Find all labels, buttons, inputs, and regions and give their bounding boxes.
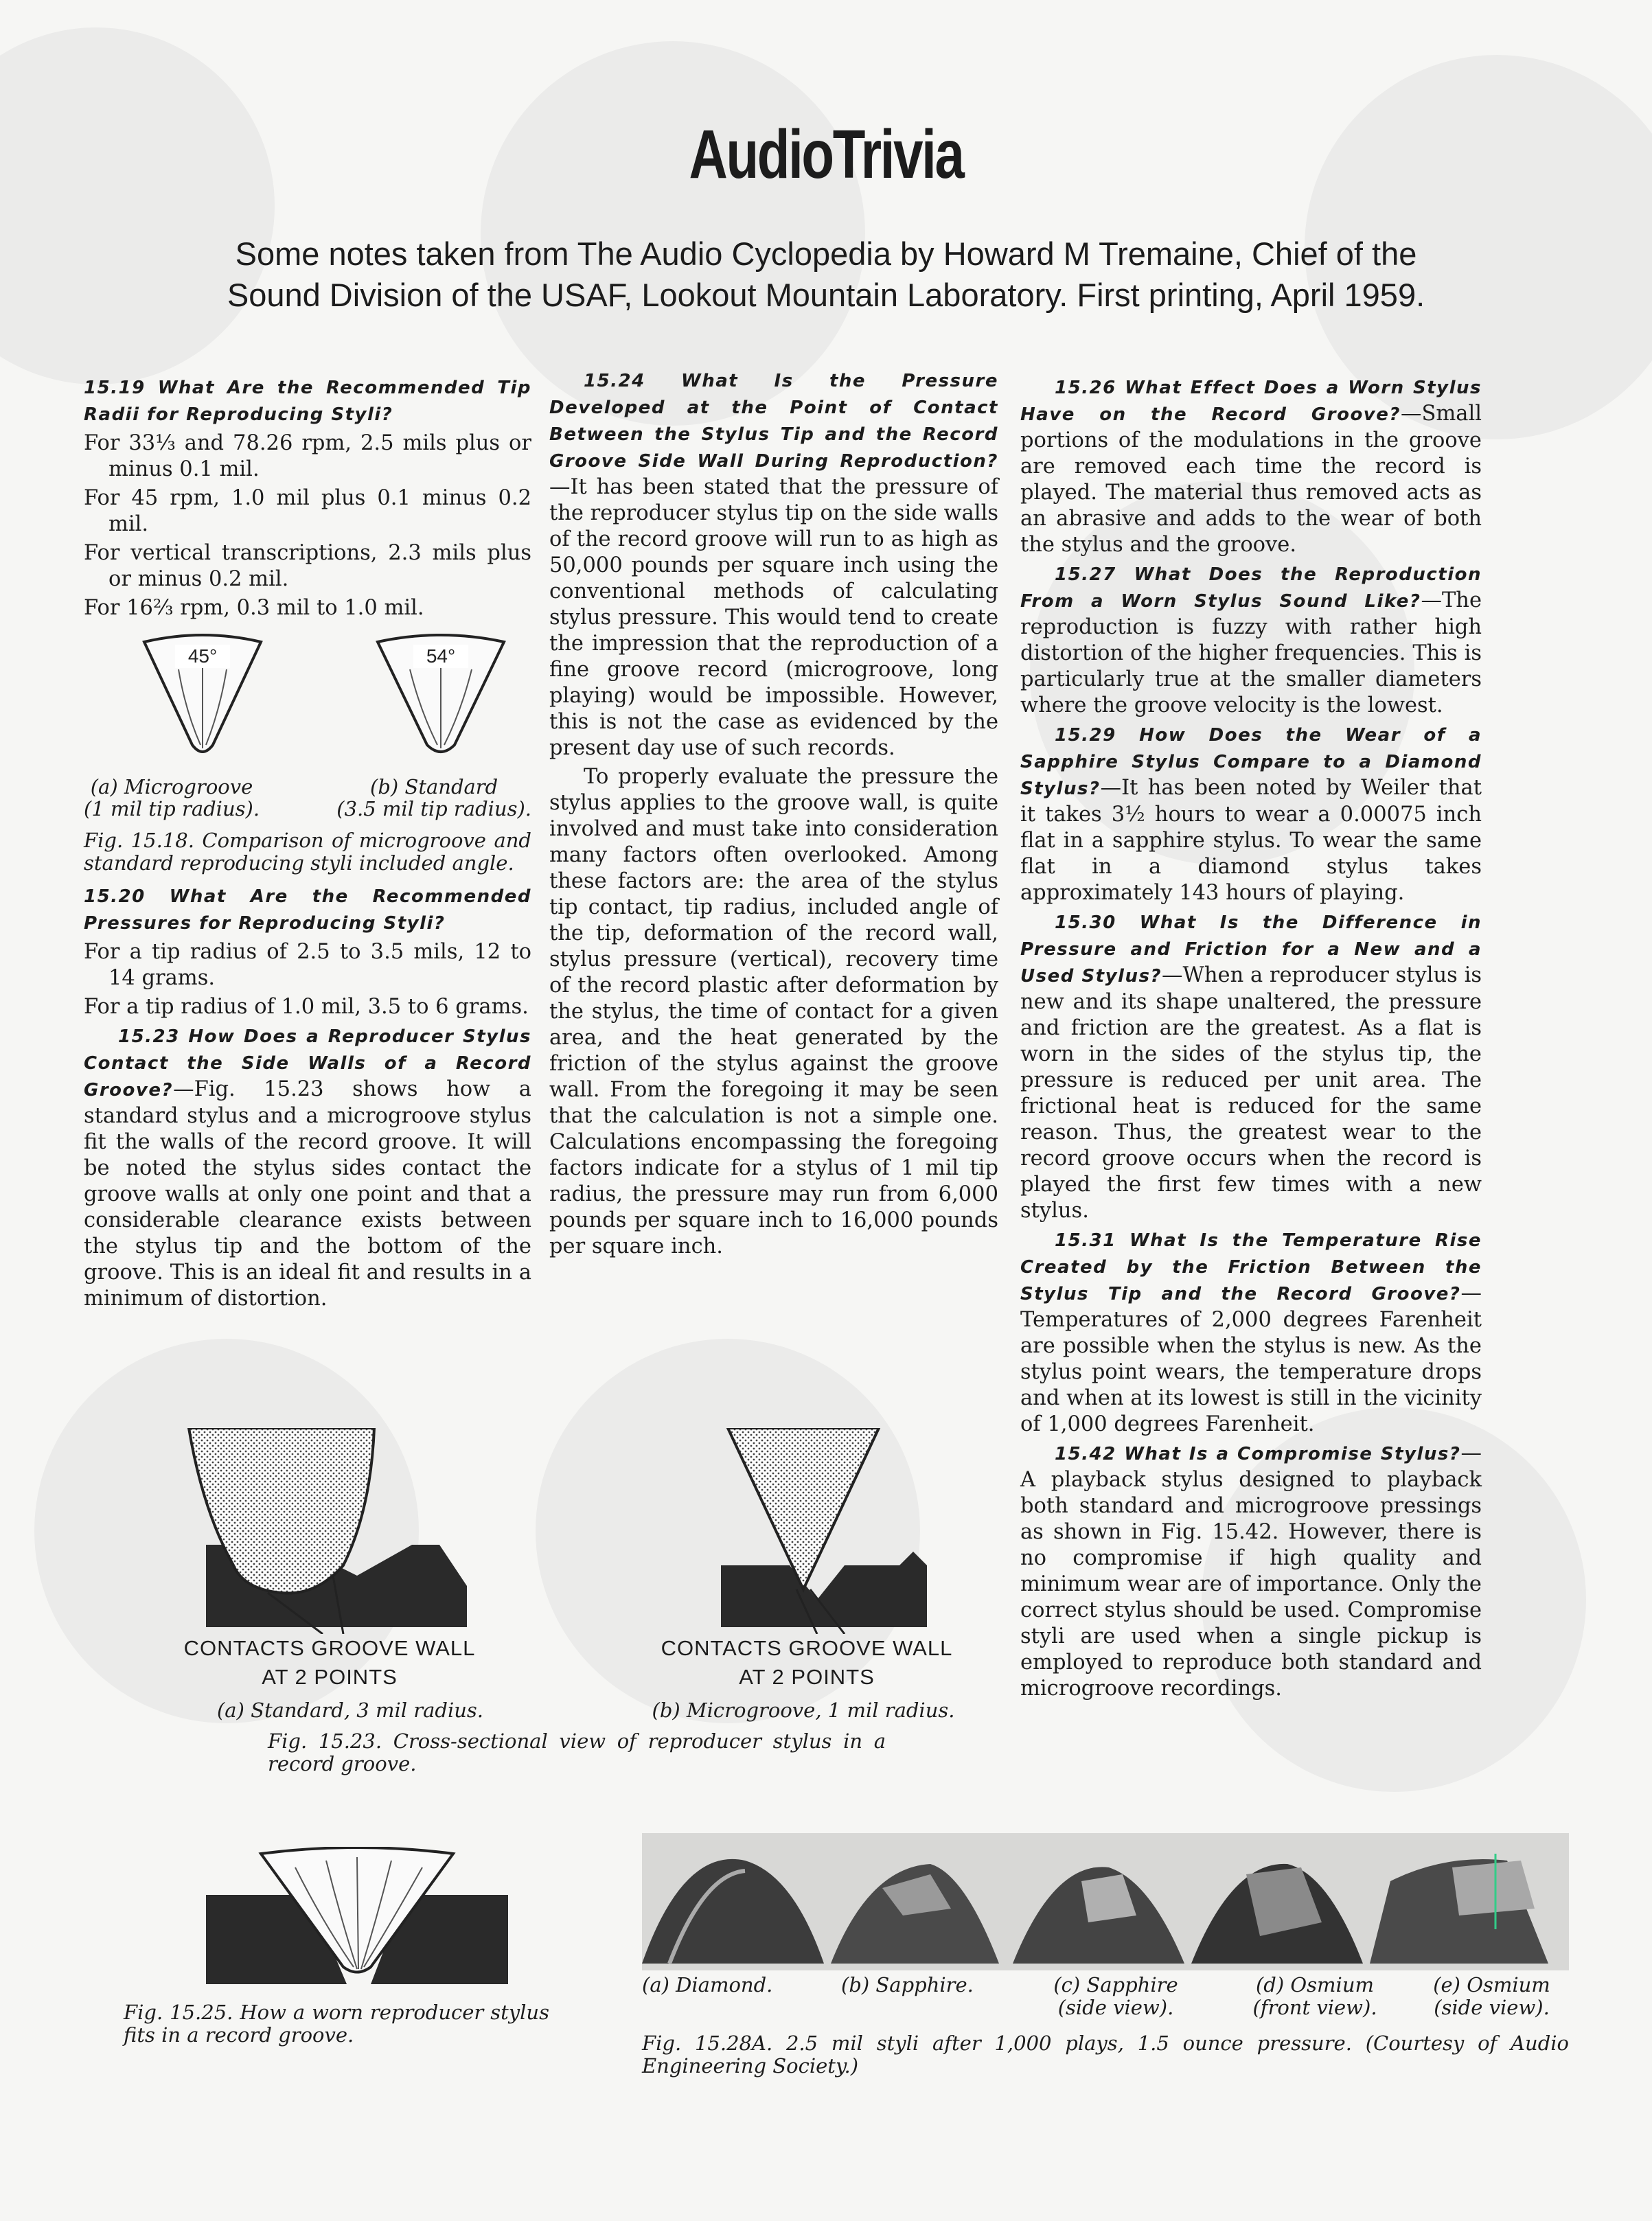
page-title: AudioTrivia [689,116,963,193]
label-sapphire-side: (c) Sapphire (side view). [1053,1973,1178,2019]
fig-15-18-caption: Fig. 15.18. Comparison of microgroove and standard reproducing styli included angle. [84,829,531,875]
standard-groove-diagram [179,1428,481,1634]
label-osmium-front: (d) Osmium (front view). [1252,1973,1377,2019]
page-subtitle [124,233,1528,316]
subtitle-line-1: Some notes taken from The Audio Cyclopedia by Howard M Tremaine, Chief of the [235,235,1417,272]
angle-45-label: 45° [187,645,218,667]
section-15-24-cont: To properly evaluate the pressure the stylus applies to the groove wall, is quite involved and must take into consideration many factors often overlooked. Among these factors are: the area of the stylus tip contact, tip radius, included angle of the tip, deformation of the record wall, stylus pressure (vertical), recovery time of the record plastic after deformation by the stylus, the time of contact for a given area, and the heat generated by the friction of the stylus against the groove wall. From the foregoing it may be seen that the calculation is not a simple one. Calculations encompassing the foregoing factors indicate for a stylus of 1 mil tip radius, the pressure may run from 6,000 pounds per square inch to 16,000 pounds per square inch. [549,765,998,1258]
label-standard-radius: (3.5 mil tip radius). [336,797,531,820]
label-standard: (b) Standard [370,775,498,798]
worn-styli-photo [642,1833,1569,1970]
standard-groove-label: CONTACTS GROOVE WALL AT 2 POINTS [183,1636,476,1689]
section-15-27: 15.27 What Does the Reproduction From a Worn Stylus Sound Like?—The reproduction is fuzzy with rather high distortion of the higher frequencies. This is particularly true at the smaller diameters where the groove velocity is the lowest. [1020,564,1482,717]
standard-groove-caption: (a) Standard, 3 mil radius. [216,1699,484,1722]
tip-radii-item: For 45 rpm, 1.0 mil plus 0.1 minus 0.2 mil. [84,486,531,536]
label-diamond: (a) Diamond. [642,1973,773,1996]
angle-54-label: 54° [426,645,456,667]
section-15-20-heading: 15.20 What Are the Recommended Pressures for Reproducing Styli? [84,886,531,934]
section-15-42: 15.42 What Is a Compromise Stylus?—A playback stylus designed to playback both standard and microgroove pressings as shown in Fig. 15.42. However, there is no compromise if high quality and minimum wear are of importance. Only the correct stylus should be used. Compromise styli are used when a single pickup is employed to reproduce both standard and microgroove recordings. [1020,1441,1482,1701]
pressure-item: For a tip radius of 1.0 mil, 3.5 to 6 grams. [84,995,529,1019]
tip-radii-item: For 16⅔ rpm, 0.3 mil to 1.0 mil. [84,596,424,620]
section-15-29: 15.29 How Does the Wear of a Sapphire Stylus Compare to a Diamond Stylus?—It has been noted by Weiler that it takes 3½ hours to wear a 0.00075 inch flat in a sapphire stylus. To wear the same flat in a diamond stylus takes approximately 143 hours of playing. [1020,725,1482,905]
section-15-26: 15.26 What Effect Does a Worn Stylus Have on the Record Groove?—Small portions of the modulations in the groove are removed each time the record is played. The material thus removed acts as an abrasive and adds to the wear of both the stylus and the groove. [1020,378,1482,557]
label-osmium-side: (e) Osmium (side view). [1433,1973,1550,2019]
figure-15-23 [179,1428,1002,1785]
section-15-30: 15.30 What Is the Difference in Pressure and Friction for a New and a Used Stylus?—When a reproducer stylus is new and its shape unaltered, the pressure and friction are the greatest. As a flat is worn in the sides of the stylus tip, the pressure is reduced per unit area. The frictional heat is reduced for the same reason. Thus, the greatest wear to the record groove occurs when the record is played the first few times with a new stylus. [1020,912,1482,1223]
left-column [84,374,531,1315]
tip-radii-item: For 33⅓ and 78.26 rpm, 2.5 mils plus or minus 0.1 mil. [84,431,531,481]
section-15-23: 15.23 How Does a Reproducer Stylus Contact the Side Walls of a Record Groove?—Fig. 15.23 shows how a standard stylus and a microgroove stylus fit the walls of the record groove. It will be noted the stylus sides contact the groove walls at only one point and that a considerable clearance exists between the stylus tip and the bottom of the groove. This is an ideal fit and results in a minimum of distortion. [84,1026,531,1311]
middle-column [549,367,998,1263]
fig-15-23-caption: Fig. 15.23. Cross-sectional view of reproducer stylus in a record groove. [268,1729,886,1775]
subtitle-line-2: Sound Division of the USAF, Lookout Mountain Laboratory. First printing, April 1959. [227,277,1425,313]
label-sapphire: (b) Sapphire. [841,1973,974,1996]
right-column [1020,374,1482,1705]
section-15-31: 15.31 What Is the Temperature Rise Created by the Friction Between the Stylus Tip and the Record Groove?—Temperatures of 2,000 degrees Farenheit are possible when the stylus is new. As the stylus point wears, the temperature drops and when at its lowest is still in the vicinity of 1,000 degrees Farenheit. [1020,1230,1482,1436]
section-15-24: 15.24 What Is the Pressure Developed at the Point of Contact Between the Stylus Tip and the Record Groove Side Wall During Reproduction?—It has been stated that the pressure of the reproducer stylus tip on the side walls of the record groove will run to as high as 50,000 pounds per square inch using the conventional methods of calculating stylus pressure. This would tend to create the impression that the reproduction of a fine groove record (microgroove, long playing) would be impossible. However, this is not the case as evidenced by the present day use of such records. [549,371,998,760]
tip-radii-item: For vertical transcriptions, 2.3 mils plus or minus 0.2 mil. [84,541,531,591]
figure-15-18 [84,628,531,783]
pressure-item: For a tip radius of 2.5 to 3.5 mils, 12 to 14 grams. [84,940,531,990]
microgroove-label: CONTACTS GROOVE WALL AT 2 POINTS [661,1636,953,1689]
figure-15-28a [642,1833,1569,2080]
label-microgroove: (a) Microgroove [90,775,253,798]
section-15-19-heading: 15.19 What Are the Recommended Tip Radii for Reproducing Styli? [84,378,531,425]
fig-15-28a-caption: Fig. 15.28A. 2.5 mil styli after 1,000 plays, 1.5 ounce pressure. (Courtesy of Audio Engineering Society.) [642,2032,1569,2078]
microgroove-stylus-diagram [137,628,268,766]
microgroove-caption: (b) Microgroove, 1 mil radius. [652,1699,955,1722]
fig-15-25-caption: Fig. 15.25. How a worn reproducer stylus fits in a record groove. [124,2001,549,2047]
figure-15-25 [82,1847,577,2053]
standard-stylus-diagram [372,628,509,766]
microgroove-diagram [700,1428,948,1634]
worn-stylus-diagram [206,1847,508,1998]
label-microgroove-radius: (1 mil tip radius). [84,797,260,820]
